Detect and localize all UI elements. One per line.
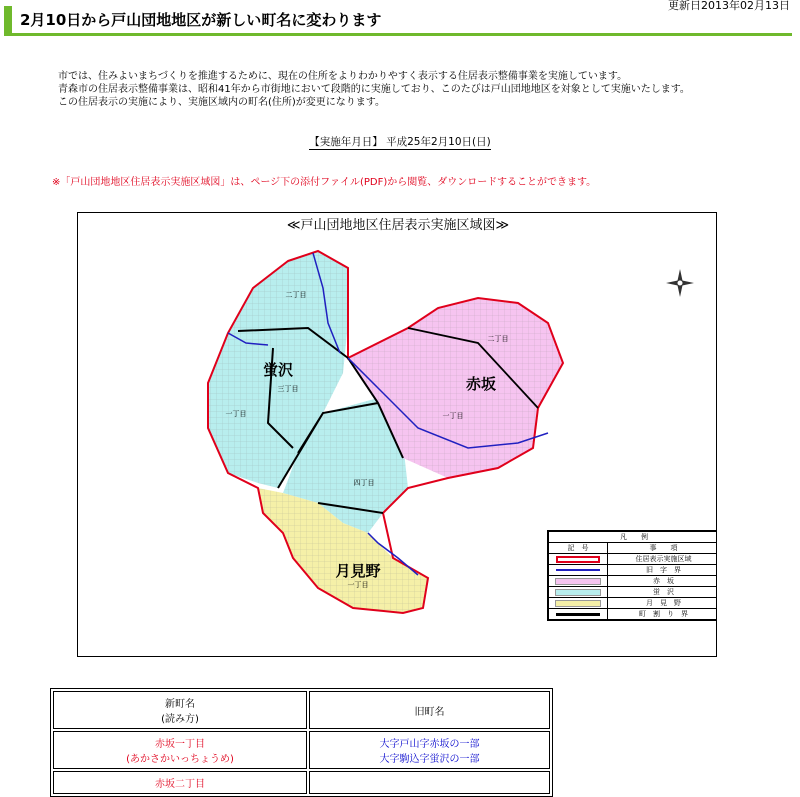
label-akasaka: 赤坂	[465, 375, 497, 393]
legend-label: 月 見 野	[608, 598, 718, 609]
label-tsukimino-1chome: 一丁目	[347, 581, 369, 589]
title-bar	[4, 6, 792, 36]
legend-label: 住居表示実施区域	[608, 554, 718, 565]
intro-text	[58, 70, 758, 109]
label-hotarusawa-3chome: 三丁目	[277, 385, 299, 393]
legend-label: 赤 坂	[608, 576, 718, 587]
legend-header: 凡 例	[549, 532, 718, 543]
page-title: 2月10日から戸山団地地区が新しい町名に変わります	[20, 11, 382, 29]
intro-line: この住居表示の実施により、実施区域内の町名(住所)が変更になります。	[58, 97, 386, 108]
legend-swatch-machiwari	[556, 613, 600, 616]
table-row	[53, 731, 550, 769]
legend-label: 町 割 り 界	[608, 609, 718, 620]
legend-col-symbol: 記 号	[549, 543, 608, 554]
legend-swatch-aza	[556, 569, 600, 571]
label-hotarusawa: 蛍沢	[262, 361, 294, 379]
compass-icon	[666, 269, 694, 297]
label-hotarusawa-1chome: 一丁目	[225, 410, 247, 418]
updated-date: 更新日2013年02月13日	[668, 0, 790, 12]
old-name-link[interactable]: 大字駒込字蛍沢の一部	[379, 754, 480, 765]
intro-line: 青森市の住居表示整備事業は、昭和41年から市街地において段階的に実施しており、このたびは戸山団地地区を対象として実施いたします。	[58, 84, 690, 95]
label-hotarusawa-4chome: 四丁目	[353, 479, 375, 487]
map-title: ≪戸山団地地区住居表示実施区域図≫	[286, 218, 510, 233]
label-akasaka-2chome: 二丁目	[487, 335, 509, 343]
legend-swatch-hotarusawa	[555, 589, 601, 596]
label-akasaka-1chome: 一丁目	[442, 412, 464, 420]
legend-label: 蛍 沢	[608, 587, 718, 598]
new-name-cell	[53, 731, 307, 769]
implementation-date-text: 【実施年月日】 平成25年2月10日(日)	[309, 136, 491, 148]
new-name: 赤坂二丁目	[155, 779, 205, 790]
legend-label: 旧 字 界	[608, 565, 718, 576]
header-new-name: 新町名 (読み方)	[53, 691, 307, 729]
map-legend	[547, 530, 717, 621]
old-name-link[interactable]: 大字戸山字赤坂の一部	[379, 739, 480, 750]
implementation-date	[0, 134, 800, 149]
header-old-name: 旧町名	[309, 691, 550, 729]
label-hotarusawa-2chome: 二丁目	[285, 291, 307, 299]
legend-swatch-akasaka	[555, 578, 601, 585]
table-row	[53, 771, 550, 794]
new-name-cell	[53, 771, 307, 794]
new-name-reading: (あかさかいっちょうめ)	[126, 754, 234, 765]
attachment-note: ※「戸山団地地区住居表示実施区域図」は、ページ下の添付ファイル(PDF)から閲覧、ダウンロードすることができます。	[52, 177, 597, 188]
new-name: 赤坂一丁目	[155, 739, 205, 750]
town-name-table	[50, 688, 553, 797]
legend-col-item: 事 項	[608, 543, 718, 554]
old-name-cell	[309, 731, 550, 769]
label-tsukimino: 月見野	[335, 562, 381, 580]
legend-swatch-boundary	[556, 556, 600, 563]
area-map	[77, 212, 717, 657]
old-name-cell	[309, 771, 550, 794]
intro-line: 市では、住みよいまちづくりを推進するために、現在の住所をよりわかりやすく表示する住居表示整備事業を実施しています。	[58, 71, 628, 82]
legend-swatch-tsukimino	[555, 600, 601, 607]
